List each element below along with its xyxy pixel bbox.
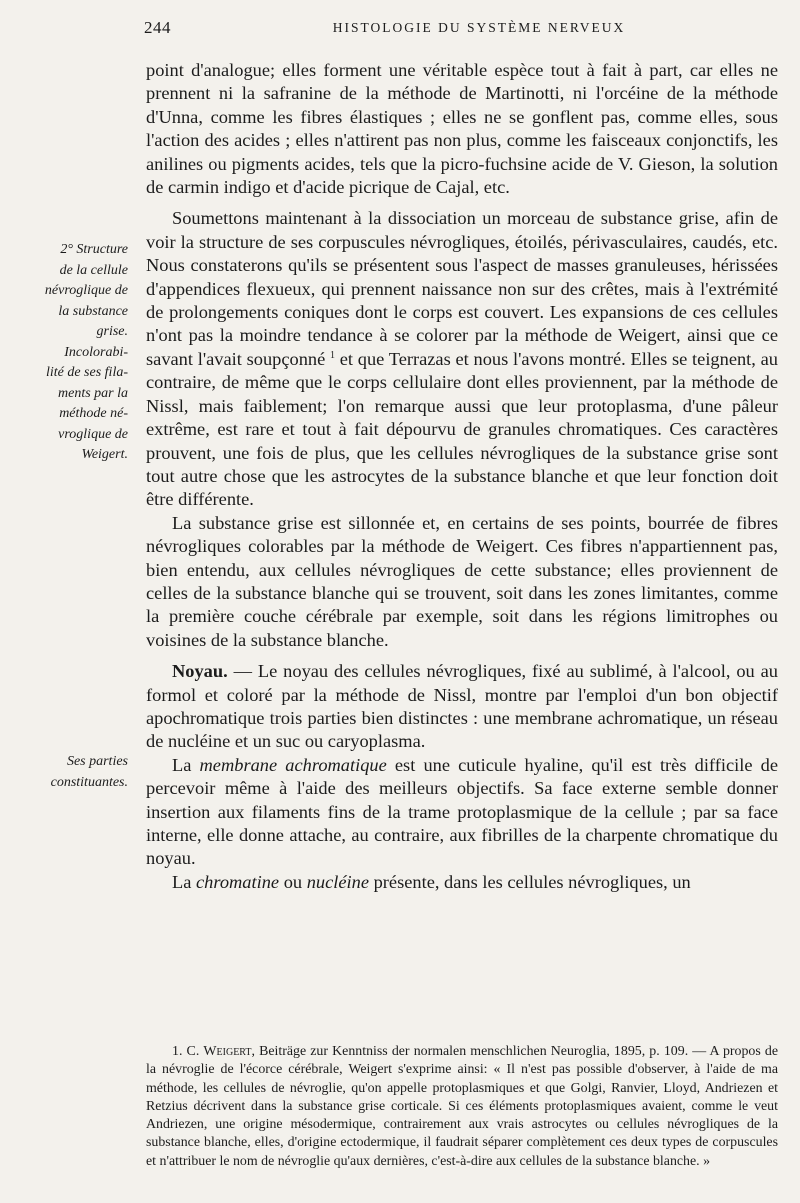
- section-heading-noyau: Noyau.: [172, 661, 228, 682]
- footnotes: [146, 1043, 778, 1171]
- page-header: [144, 18, 774, 42]
- margin-note-structure: 2° Structure de la cellule névroglique de la substance grise. Incolorabi- lité de ses fila- ments par la méthode né- vroglique de Weigert.: [44, 242, 128, 462]
- margin-note-parties: Ses parties constituantes.: [50, 754, 128, 790]
- footnote-reference[interactable]: 1: [330, 349, 336, 361]
- footnote-1: 1. C. Weigert, Beiträge zur Kenntniss der normalen menschlichen Neuroglia, 1895, p. 109. — A propos de la névroglie de l'écorce cérébrale, Weigert s'exprime ainsi: « Il n'est pas possible d'observer, à l'aide de ma méthode, les cellules de névroglie, qu'on appelle protoplasmiques et que Golgi, Ranvier, Lloyd, Andriezen et Retzius décrivent dans la substance grise corticale. Si ces éléments protoplasmiques avaient, comme le veut Andriezen, une origine mésodermique, contrairement aux vrais astrocytes ou cellules névrogliques de la substance blanche, elles, d'origine ectodermique, il faudrait séparer complètement ces deux types de corpuscules et n'attribuer le nom de névroglie qu'aux dernières, c'est-à-dire aux cellules de la substance blanche. »: [146, 1044, 778, 1169]
- paragraph-analogue: point d'analogue; elles forment une véritable espèce tout à fait à part, car elles ne prennent ni la safranine de la méthode de Martinotti, ni l'orcéine de la méthode d'Unna, comme les fibres élastiques ; elles ne se gonflent pas, comme elles, sous l'action des acides ; elles n'attirent pas non plus, comme les faisceaux conjonctifs, les anilines ou pigments acides, tels que la picro-fuchsine acide de V. Gieson, la solution de carmin indigo et d'acide picrique de Cajal, etc.: [146, 60, 778, 198]
- main-text: [146, 59, 778, 894]
- paragraph-noyau: Noyau. — Le noyau des cellules névrogliques, fixé au sublimé, à l'alcool, ou au formol et coloré par la méthode de Nissl, montre par l'emploi d'un bon objectif apochromatique trois parties bien distinctes : une membrane achromatique, un réseau de nucléine et un suc ou caryoplasma.: [146, 661, 778, 752]
- running-title: HISTOLOGIE DU SYSTÈME NERVEUX: [332, 20, 626, 35]
- paragraph-substance-grise: La substance grise est sillonnée et, en certains de ses points, bourrée de fibres névrogliques colorables par la méthode de Weigert. Ces fibres n'appartiennent pas, bien entendu, aux cellules névrogliques de cette substance; elles proviennent de celles de la substance blanche qui se trouvent, soit dans les zones limitantes, comme la première couche cérébrale par exemple, soit dans les régions limitrophes ou voisines de la substance blanche.: [146, 512, 778, 650]
- paragraph-chromatine: La chromatine ou nucléine présente, dans les cellules névrogliques, un: [172, 871, 691, 892]
- paragraph-membrane: La membrane achromatique est une cuticule hyaline, qu'il est très difficile de percevoir même à l'aide des meilleurs objectifs. Sa face externe semble donner insertion aux filaments fins de la trame protoplasmique de la cellule ; par sa face interne, elle donne attache, au contraire, aux fibrilles de la charpente chromatique du noyau.: [146, 754, 778, 869]
- paragraph-dissociation: Soumettons maintenant à la dissociation un morceau de substance grise, afin de voir la structure de ses corpuscules névrogliques, étoilés, périvasculaires, caudés, etc. Nous constaterons qu'ils se présentent sous l'aspect de masses granuleuses, hérissées d'appendices flexueux, qui prennent naissance non sur des crêtes, mais à l'extrémité de prolongements coniques dont le corps est couvert. Les expansions de ces cellules n'ont pas la moindre tendance à se colorer par la méthode de Weigert, ainsi que ce savant l'avait soupçonné $^1$ et que Terrazas et nous l'avons montré. Elles se teignent, au contraire, de même que le corps cellulaire dont elles proviennent, par la méthode de Nissl, mais faiblement; l'on remarque aussi que leur protoplasma, d'une pâleur extrême, est rare et tout à fait dépourvu de granules chromatiques. Ces caractères prouvent, une fois de plus, que les cellules névrogliques de la substance grise sont tout autre chose que les astrocytes de la substance blanche et que leur fonction doit être différente.: [146, 208, 778, 510]
- page-number: 244: [144, 18, 171, 37]
- footnote-author: Weigert: [203, 1044, 252, 1059]
